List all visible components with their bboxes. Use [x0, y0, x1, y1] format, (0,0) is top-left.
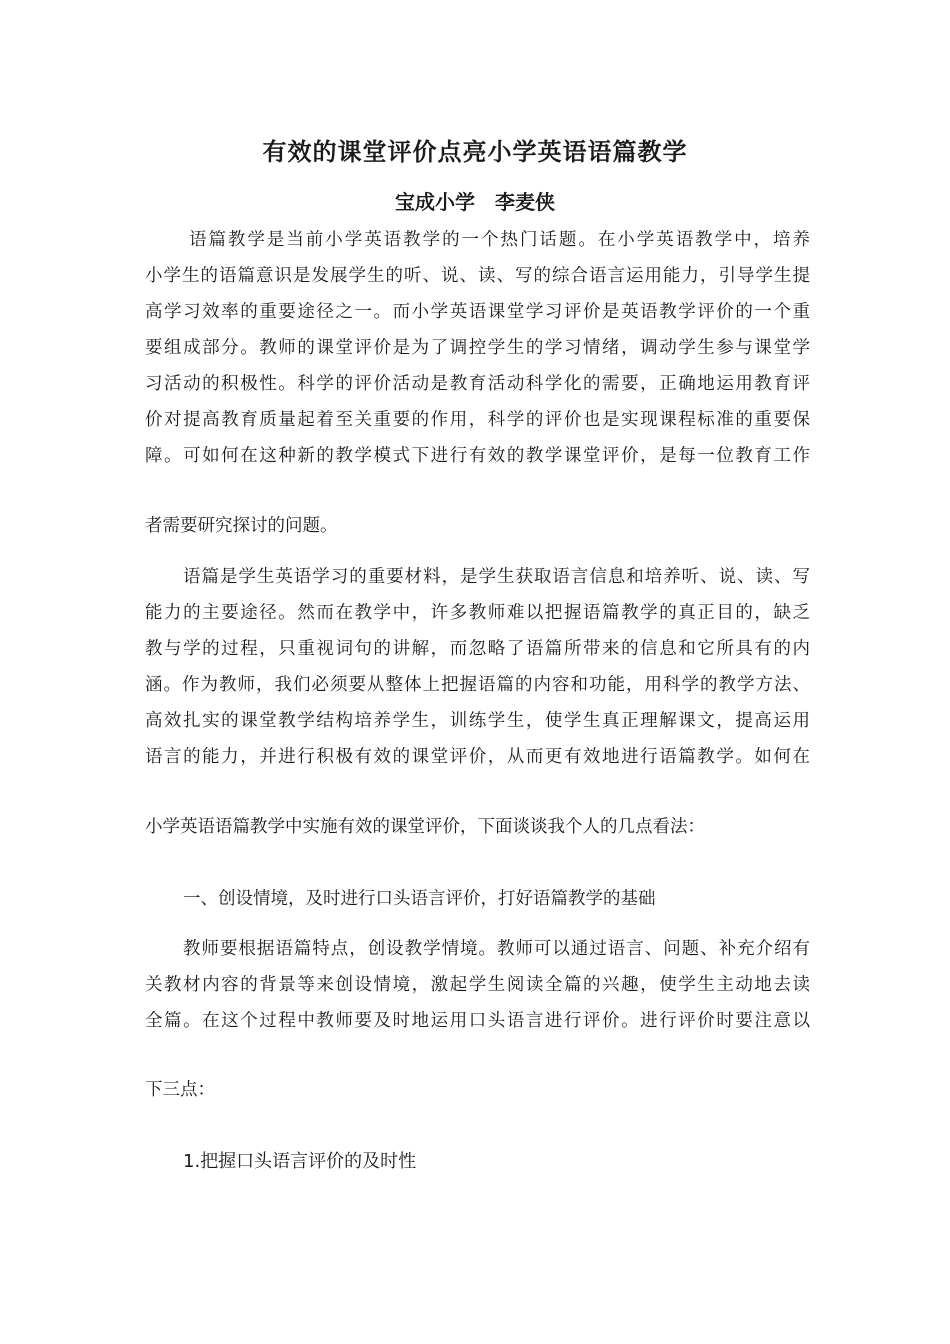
- paragraph-line: 价对提高教育质量起着至关重要的作用，科学的评价也是实现课程标准的重要保: [145, 410, 810, 430]
- paragraph-line: 者需要研究探讨的问题。: [145, 516, 338, 536]
- paragraph-line: 语篇是学生英语学习的重要材料，是学生获取语言信息和培养听、说、读、写: [183, 567, 810, 587]
- paragraph-line: 语篇教学是当前小学英语教学的一个热门话题。在小学英语教学中，培养: [189, 230, 810, 250]
- paragraph-line: 涵。作为教师，我们必须要从整体上把握语篇的内容和功能，用科学的教学方法、: [145, 675, 810, 695]
- paragraph-line: 习活动的积极性。科学的评价活动是教育活动科学化的需要，正确地运用教育评: [145, 374, 810, 394]
- document-title: 有效的课堂评价点亮小学英语语篇教学: [262, 138, 688, 166]
- paragraph-line: 小学英语语篇教学中实施有效的课堂评价，下面谈谈我个人的几点看法：: [145, 817, 705, 837]
- paragraph-line: 高效扎实的课堂教学结构培养学生，训练学生，使学生真正理解课文，提高运用: [145, 711, 810, 731]
- subsection-heading: 1.把握口头语言评价的及时性: [183, 1151, 417, 1172]
- paragraph-line: 障。可如何在这种新的教学模式下进行有效的教学课堂评价，是每一位教育工作: [145, 446, 810, 466]
- paragraph-line: 全篇。在这个过程中教师要及时地运用口头语言进行评价。进行评价时要注意以: [145, 1011, 810, 1031]
- paragraph-line: 小学生的语篇意识是发展学生的听、说、读、写的综合语言运用能力，引导学生提: [145, 266, 810, 286]
- paragraph-line: 能力的主要途径。然而在教学中，许多教师难以把握语篇教学的真正目的，缺乏: [145, 603, 810, 623]
- paragraph-line: 高学习效率的重要途径之一。而小学英语课堂学习评价是英语教学评价的一个重: [145, 302, 810, 322]
- paragraph-line: 下三点：: [145, 1080, 215, 1100]
- paragraph-line: 要组成部分。教师的课堂评价是为了调控学生的学习情绪，调动学生参与课堂学: [145, 338, 810, 358]
- paragraph-line: 教师要根据语篇特点，创设教学情境。教师可以通过语言、问题、补充介绍有: [183, 939, 810, 959]
- paragraph-line: 语言的能力，并进行积极有效的课堂评价，从而更有效地进行语篇教学。如何在: [145, 747, 810, 767]
- section-heading: 一、创设情境，及时进行口头语言评价，打好语篇教学的基础: [183, 889, 656, 909]
- paragraph-line: 关教材内容的背景等来创设情境，激起学生阅读全篇的兴趣，使学生主动地去读: [145, 975, 810, 995]
- paragraph-line: 教与学的过程，只重视词句的讲解，而忽略了语篇所带来的信息和它所具有的内: [145, 639, 810, 659]
- document-author: 宝成小学 李麦侠: [395, 190, 555, 214]
